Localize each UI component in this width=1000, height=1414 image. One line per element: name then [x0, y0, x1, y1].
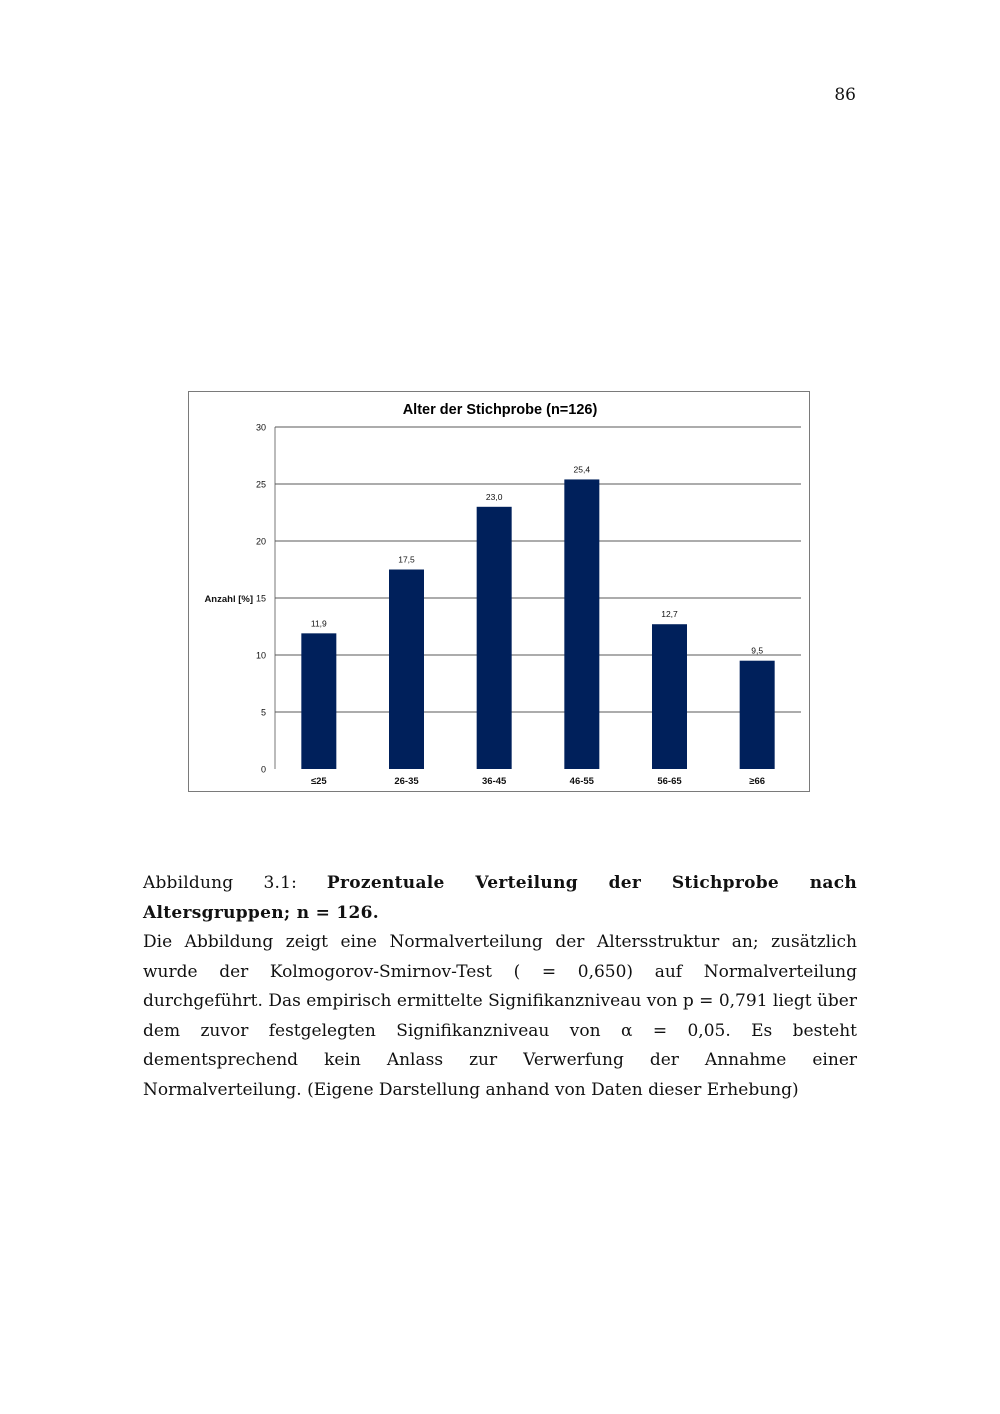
- caption-title: Prozentuale Verteilung der Stichprobe nach Altersgruppen; n = 126.: [143, 873, 858, 923]
- bar-value-label: 25,4: [573, 464, 591, 475]
- bar: [389, 570, 424, 770]
- bar: [301, 633, 336, 769]
- bar: [652, 624, 687, 769]
- caption-heading: [143, 869, 857, 928]
- x-category-label: 46-55: [569, 776, 594, 787]
- y-tick-label: 15: [255, 593, 266, 604]
- bar-value-label: 11,9: [310, 618, 327, 629]
- bar-value-label: 23,0: [485, 491, 503, 502]
- x-category-label: 56-65: [657, 776, 682, 787]
- y-tick-label: 20: [255, 536, 266, 547]
- x-category-label: 36-45: [482, 776, 507, 787]
- y-axis-label: Anzahl [%]: [204, 594, 253, 605]
- y-tick-label: 0: [260, 764, 266, 775]
- bar: [740, 661, 775, 769]
- caption-label: Abbildung 3.1:: [143, 873, 298, 893]
- chart-title: Alter der Stichprobe (n=126): [402, 402, 598, 418]
- bar-chart: [189, 392, 811, 793]
- y-tick-label: 10: [255, 650, 266, 661]
- bar-value-label: 9,5: [751, 645, 764, 656]
- y-tick-label: 30: [255, 422, 266, 433]
- bar: [477, 507, 512, 769]
- bar: [564, 479, 599, 769]
- x-category-label: ≤25: [310, 776, 327, 787]
- page-number: 86: [834, 85, 856, 105]
- y-tick-label: 5: [260, 707, 266, 718]
- x-category-label: ≥66: [749, 776, 766, 787]
- bar-value-label: 17,5: [398, 554, 415, 565]
- caption-text: Die Abbildung zeigt eine Normalverteilung der Altersstruktur an; zusätzlich wurde der Kolmogorov-Smirnov-Test ( = 0,650) auf Normalverteilung durchgeführt. Das empirisch ermittelte Signifikanzniveau von p = 0,791 liegt über dem zuvor festgelegten Signifikanzniveau von α = 0,05. Es besteht dementsprechend kein Anlass zur Verwerfung der Annahme einer Normalverteilung. (Eigene Darstellung anhand von Daten dieser Erhebung): [143, 932, 857, 1100]
- figure-bar-chart: [188, 391, 810, 792]
- bar-value-label: 12,7: [661, 609, 678, 620]
- y-tick-label: 25: [255, 479, 266, 490]
- x-category-label: 26-35: [394, 776, 419, 787]
- figure-caption: [143, 869, 857, 1105]
